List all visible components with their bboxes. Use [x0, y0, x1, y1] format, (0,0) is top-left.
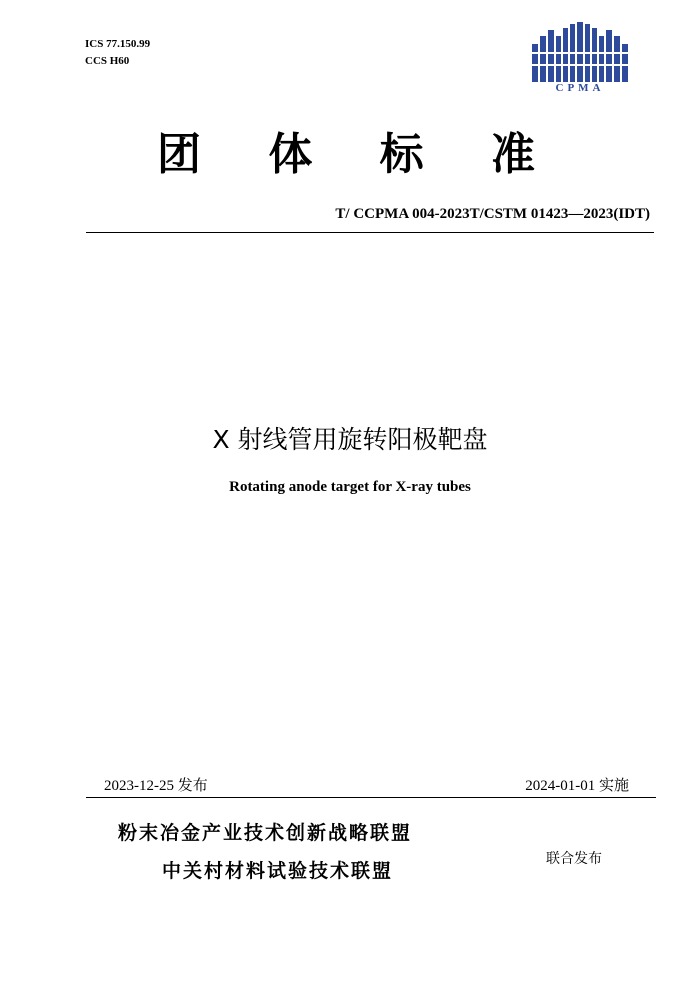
document-title-cn: X 射线管用旋转阳极靶盘 [212, 425, 488, 454]
header-divider [86, 232, 654, 233]
cpma-logo-graphic [528, 22, 632, 82]
cpma-logo [528, 22, 632, 98]
joint-publish-label: 联合发布 [546, 851, 602, 867]
ccs-code: CCS H60 [85, 55, 130, 67]
document-title-en: Rotating anode target for X-ray tubes [229, 479, 471, 495]
main-title: 团 体 标 准 [157, 129, 561, 180]
implement-date: 2024-01-01 实施 [525, 778, 629, 794]
ics-code: ICS 77.150.99 [85, 38, 151, 50]
classification-codes [85, 36, 150, 70]
publisher-org-2: 中关村材料试验技术联盟 [162, 860, 394, 882]
publish-date: 2023-12-25 发布 [104, 778, 208, 794]
standard-number: T/ CCPMA 004-2023T/CSTM 01423—2023(IDT) [335, 206, 650, 222]
publisher-org-1: 粉末冶金产业技术创新战略联盟 [118, 822, 413, 844]
footer-divider [86, 797, 656, 798]
cpma-logo-text: CPMA [555, 82, 605, 94]
